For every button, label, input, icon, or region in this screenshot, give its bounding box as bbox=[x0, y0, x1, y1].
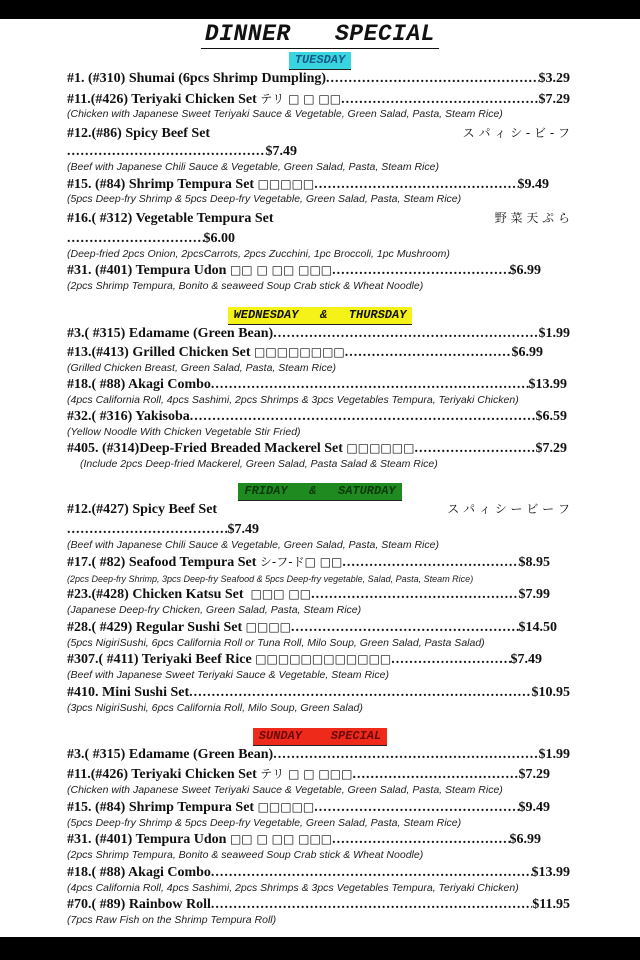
menu-item bbox=[67, 799, 550, 816]
item-jp-name: ス パ ィ シ - ビ - フ bbox=[462, 126, 570, 140]
leader-dots bbox=[273, 746, 538, 763]
section-wed-thu-header bbox=[0, 305, 640, 325]
item-price: $7.29 bbox=[538, 92, 570, 107]
menu-item bbox=[67, 746, 570, 763]
menu-item bbox=[67, 651, 542, 668]
leader-dots bbox=[67, 143, 266, 160]
item-jp-name: 野 菜 天 ぷ ら bbox=[494, 211, 570, 225]
title-wrap bbox=[0, 21, 640, 49]
item-description: (5pcs NigiriSushi, 6pcs California Roll or Tuna Roll, Milo Soup, Green Salad, Pasta Salad) bbox=[67, 637, 485, 649]
leader-dots bbox=[211, 896, 532, 913]
item-price: $6.59 bbox=[535, 409, 567, 424]
menu-item-cont bbox=[67, 143, 297, 160]
leader-dots bbox=[314, 799, 518, 816]
section-label: WEDNESDAY & THURSDAY bbox=[228, 307, 413, 325]
item-jp-name: シ-フ-ド□ □□ bbox=[259, 555, 343, 569]
item-price: $14.50 bbox=[518, 620, 557, 635]
item-description: (Beef with Japanese Chili Sauce & Vegetable, Green Salad, Pasta, Steam Rice) bbox=[67, 539, 439, 551]
section-label: FRIDAY & SATURDAY bbox=[238, 483, 401, 501]
item-name: #23.(#428) Chicken Katsu Set bbox=[67, 587, 244, 602]
item-price: $1.99 bbox=[538, 747, 570, 762]
menu-item bbox=[67, 896, 570, 913]
section-label: SUNDAY SPECIAL bbox=[253, 728, 387, 746]
section-tuesday-header bbox=[0, 50, 640, 70]
menu-item-cont bbox=[67, 230, 235, 247]
menu-item bbox=[67, 125, 570, 142]
leader-dots bbox=[345, 344, 512, 361]
leader-dots bbox=[326, 70, 538, 87]
leader-dots bbox=[391, 651, 510, 668]
leader-dots bbox=[332, 262, 509, 279]
leader-dots bbox=[332, 831, 509, 848]
leader-dots bbox=[67, 521, 228, 538]
item-price: $1.99 bbox=[538, 326, 570, 341]
item-price: $9.49 bbox=[517, 177, 549, 192]
item-name: #307.( #411) Teriyaki Beef Rice bbox=[67, 652, 252, 667]
menu-item bbox=[67, 210, 570, 227]
leader-dots bbox=[211, 864, 532, 881]
leader-dots bbox=[190, 408, 536, 425]
leader-dots bbox=[189, 684, 531, 701]
item-name: #17.( #82) Seafood Tempura Set bbox=[67, 555, 257, 570]
item-description: (Beef with Japanese Sweet Teriyaki Sauce & Vegetable, Steam Rice) bbox=[67, 669, 389, 681]
menu-item bbox=[67, 586, 550, 603]
item-description: (2pcs Shrimp Tempura, Bonito & seaweed Soup Crab stick & Wheat Noodle) bbox=[67, 849, 424, 861]
section-label: TUESDAY bbox=[289, 52, 351, 70]
item-name: #18.( #88) Akagi Combo bbox=[67, 865, 211, 880]
menu-item bbox=[67, 440, 567, 457]
item-price: $13.99 bbox=[531, 865, 570, 880]
item-price: $7.49 bbox=[510, 652, 542, 667]
item-description: (7pcs Raw Fish on the Shrimp Tempura Roll) bbox=[67, 914, 277, 926]
item-price: $6.00 bbox=[203, 231, 235, 246]
item-jp-name: □□□□ bbox=[245, 620, 292, 634]
item-description: (Deep-fried 2pcs Onion, 2pcsCarrots, 2pcs Zucchini, 1pc Broccoli, 1pc Mushroom) bbox=[67, 248, 450, 260]
menu-item bbox=[67, 91, 570, 108]
item-description: (2pcs Deep-fry Shrimp, 3pcs Deep-fry Seafood & 5pcs Deep-fry vegetable, Salad, Pasta, Steam Rice) bbox=[67, 574, 474, 584]
item-description: (4pcs California Roll, 4pcs Sashimi, 2pcs Shrimps & 3pcs Vegetables Tempura, Teriyaki Chicken) bbox=[67, 882, 519, 894]
item-price: $3.29 bbox=[538, 71, 570, 86]
item-jp-name: □□ □ □□ □□□ bbox=[229, 263, 333, 277]
item-price: $8.95 bbox=[518, 555, 550, 570]
item-description: (4pcs California Roll, 4pcs Sashimi, 2pcs Shrimps & 3pcs Vegetables Tempura, Teriyaki Chicken) bbox=[67, 394, 519, 406]
menu-item bbox=[67, 619, 557, 636]
item-jp-name: □□□□□ bbox=[257, 177, 315, 191]
menu-item-cont bbox=[67, 521, 259, 538]
leader-dots bbox=[67, 230, 204, 247]
item-name: #15. (#84) Shrimp Tempura Set bbox=[67, 177, 255, 192]
item-name: #13.(#413) Grilled Chicken Set bbox=[67, 345, 251, 360]
leader-dots bbox=[352, 766, 518, 783]
menu-item bbox=[67, 831, 541, 848]
menu-item bbox=[67, 376, 567, 393]
section-fri-sat-header bbox=[0, 481, 640, 501]
leader-dots bbox=[342, 554, 518, 571]
item-description: (2pcs Shrimp Tempura, Bonito & seaweed Soup Crab stick & Wheat Noodle) bbox=[67, 280, 424, 292]
menu-item bbox=[67, 344, 543, 361]
menu-item bbox=[67, 325, 570, 342]
section-sunday-header bbox=[0, 726, 640, 746]
item-jp-name: テリ □ □ □□□ bbox=[260, 767, 353, 781]
item-price: $6.99 bbox=[511, 345, 543, 360]
item-name: #28.( #429) Regular Sushi Set bbox=[67, 620, 243, 635]
item-description: (5pcs Deep-fry Shrimp & 5pcs Deep-fry Vegetable, Green Salad, Pasta, Steam Rice) bbox=[67, 817, 462, 829]
leader-dots bbox=[414, 440, 535, 457]
menu-item bbox=[67, 766, 550, 783]
item-description: (3pcs NigiriSushi, 6pcs California Roll, Milo Soup, Green Salad) bbox=[67, 702, 363, 714]
item-description: (Japanese Deep-fry Chicken, Green Salad, Pasta, Steam Rice) bbox=[67, 604, 362, 616]
item-price: $10.95 bbox=[531, 685, 570, 700]
item-name: #3.( #315) Edamame (Green Bean) bbox=[67, 326, 274, 341]
menu-item bbox=[67, 70, 570, 87]
item-name: #11.(#426) Teriyaki Chicken Set bbox=[67, 767, 257, 782]
item-jp-name: □□□□□□□□ bbox=[254, 345, 345, 359]
item-jp-name: □□□□□□ bbox=[346, 441, 415, 455]
item-jp-name: テリ □ □ □□ bbox=[260, 92, 342, 106]
item-price: $13.99 bbox=[528, 377, 567, 392]
menu-item bbox=[67, 864, 570, 881]
menu-item bbox=[67, 262, 541, 279]
item-description: (Chicken with Japanese Sweet Teriyaki Sauce & Vegetable, Green Salad, Pasta, Steam Rice) bbox=[67, 108, 503, 120]
item-name: #1. (#310) Shumai (6pcs Shrimp Dumpling) bbox=[67, 71, 327, 86]
item-jp-name: □□□□□ bbox=[257, 800, 315, 814]
item-name: #18.( #88) Akagi Combo bbox=[67, 377, 211, 392]
leader-dots bbox=[291, 619, 518, 636]
item-price: $7.29 bbox=[535, 441, 567, 456]
item-name: #11.(#426) Teriyaki Chicken Set bbox=[67, 92, 257, 107]
item-price: $6.99 bbox=[509, 263, 541, 278]
item-description: (Beef with Japanese Chili Sauce & Vegetable, Green Salad, Pasta, Steam Rice) bbox=[67, 161, 439, 173]
item-description: (Grilled Chicken Breast, Green Salad, Pasta, Steam Rice) bbox=[67, 362, 337, 374]
item-price: $6.99 bbox=[509, 832, 541, 847]
item-jp-name: □□□ □□ bbox=[250, 587, 312, 601]
leader-dots bbox=[341, 91, 538, 108]
item-jp-name: ス パ ィ シ ー ビ ー フ bbox=[447, 502, 570, 516]
item-name: #15. (#84) Shrimp Tempura Set bbox=[67, 800, 255, 815]
leader-dots bbox=[211, 376, 529, 393]
item-name: #32.( #316) Yakisoba bbox=[67, 409, 190, 424]
item-price: $9.49 bbox=[518, 800, 550, 815]
item-price: $7.29 bbox=[518, 767, 550, 782]
item-jp-name: □□□□□□□□□□□□ bbox=[255, 652, 392, 666]
item-price: $7.49 bbox=[265, 144, 297, 159]
leader-dots bbox=[273, 325, 538, 342]
item-name: #31. (#401) Tempura Udon bbox=[67, 832, 227, 847]
menu-item bbox=[67, 176, 549, 193]
item-description: (Chicken with Japanese Sweet Teriyaki Sauce & Vegetable, Green Salad, Pasta, Steam Rice) bbox=[67, 784, 503, 796]
item-name: #405. (#314)Deep-Fried Breaded Mackerel Set bbox=[67, 441, 343, 456]
item-price: $7.99 bbox=[518, 587, 550, 602]
menu-page bbox=[0, 19, 640, 937]
menu-item bbox=[67, 408, 567, 425]
item-price: $11.95 bbox=[532, 897, 570, 912]
item-jp-name: □□ □ □□ □□□ bbox=[229, 832, 333, 846]
menu-item bbox=[67, 684, 570, 701]
item-name: #3.( #315) Edamame (Green Bean) bbox=[67, 747, 274, 762]
menu-item bbox=[67, 554, 550, 571]
item-description: (Yellow Noodle With Chicken Vegetable Stir Fried) bbox=[67, 426, 301, 438]
item-name: #410. Mini Sushi Set bbox=[67, 685, 190, 700]
item-price: $7.49 bbox=[227, 522, 259, 537]
item-name: #70.( #89) Rainbow Roll bbox=[67, 897, 211, 912]
item-name: #16.( #312) Vegetable Tempura Set bbox=[67, 211, 274, 226]
item-name: #31. (#401) Tempura Udon bbox=[67, 263, 227, 278]
item-name: #12.(#86) Spicy Beef Set bbox=[67, 126, 211, 141]
item-description: (Include 2pcs Deep-fried Mackerel, Green Salad, Pasta Salad & Steam Rice) bbox=[80, 458, 438, 470]
leader-dots bbox=[314, 176, 517, 193]
leader-dots bbox=[311, 586, 518, 603]
menu-title: DINNER SPECIAL bbox=[201, 21, 439, 49]
menu-item bbox=[67, 501, 570, 518]
item-name: #12.(#427) Spicy Beef Set bbox=[67, 502, 218, 517]
item-description: (5pcs Deep-fry Shrimp & 5pcs Deep-fry Vegetable, Green Salad, Pasta, Steam Rice) bbox=[67, 193, 462, 205]
